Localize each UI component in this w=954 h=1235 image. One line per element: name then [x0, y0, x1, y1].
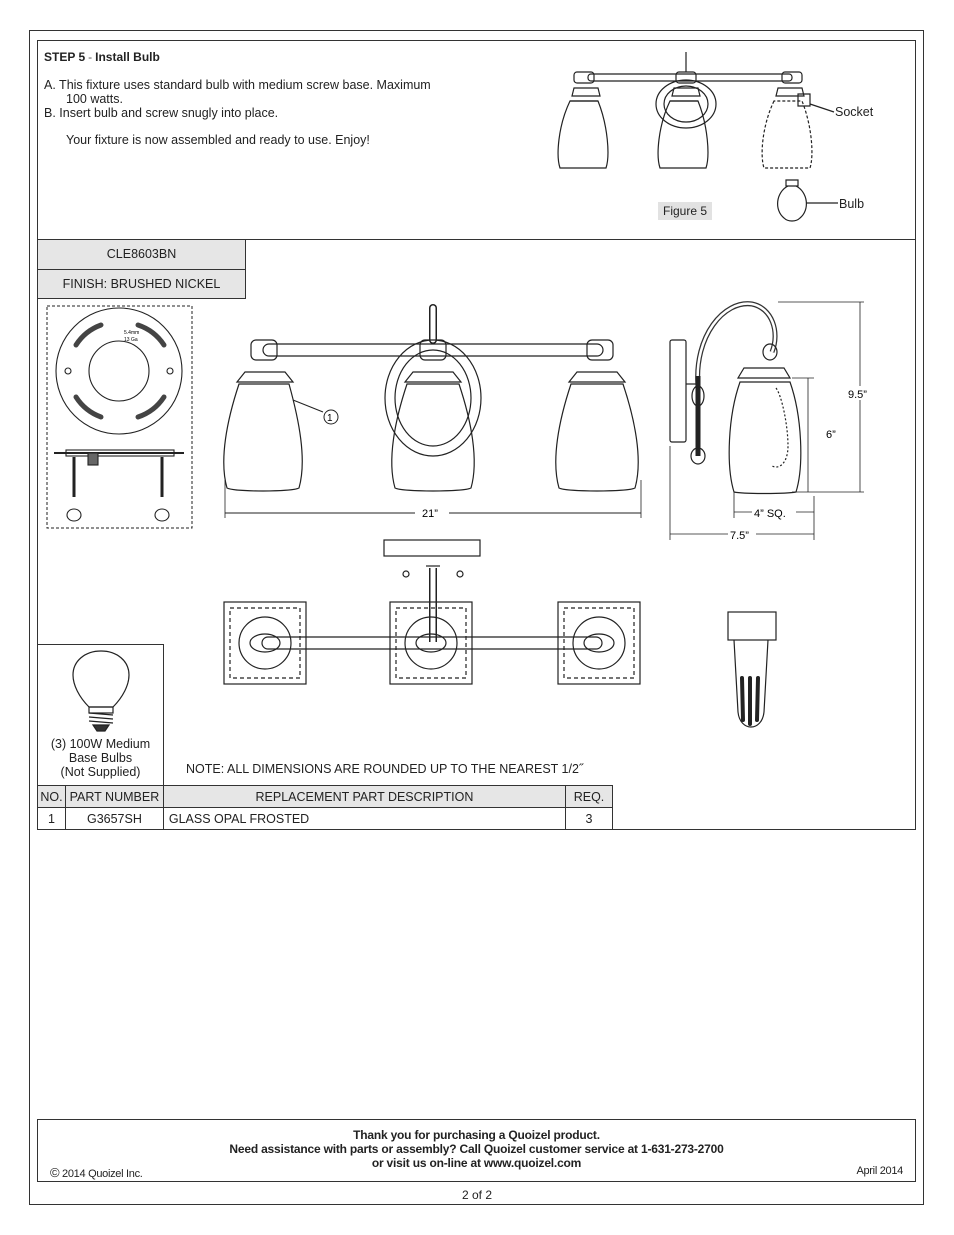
shade-right — [762, 88, 812, 168]
top-cup-left — [224, 602, 306, 684]
instruction-a: A. This fixture uses standard bulb with medium screw base. Maximum — [44, 78, 431, 92]
top-view — [218, 538, 646, 690]
side-shade — [729, 382, 801, 494]
front-elevation — [215, 300, 655, 525]
shade-left — [558, 88, 608, 168]
step-title: Install Bulb — [95, 50, 160, 64]
mounting-bracket-detail — [46, 305, 193, 529]
glass-part-illustration — [722, 608, 782, 738]
bracket-mark-2: 13 Ga — [124, 337, 138, 343]
table-header-row — [38, 786, 613, 808]
copyright — [50, 1165, 143, 1180]
footer-message — [38, 1128, 915, 1170]
backplate-dimension: 4” SQ. — [754, 508, 786, 520]
finish-label: FINISH: BRUSHED NICKEL — [62, 277, 221, 291]
height-dimension: 9.5” — [848, 389, 867, 401]
extension-dimension: 7.5” — [730, 530, 749, 542]
front-shade-right — [556, 372, 638, 491]
socket-label: Socket — [835, 105, 874, 119]
bracket-mark-1: 5.4mm — [124, 330, 140, 336]
bulb-line-1: (3) 100W Medium — [50, 737, 151, 751]
step-heading — [44, 50, 160, 64]
front-shade-center — [392, 372, 474, 491]
side-backplate — [670, 340, 686, 442]
width-dimension: 21” — [422, 508, 438, 520]
header-no: NO. — [38, 786, 66, 808]
closing-text: Your fixture is now assembled and ready to use. Enjoy! — [66, 133, 370, 147]
front-backplate — [385, 340, 481, 456]
model-box — [37, 239, 246, 299]
step-dash: - — [88, 50, 93, 64]
socket-leader — [810, 104, 834, 112]
copyright-text: 2014 Quoizel Inc. — [62, 1168, 143, 1180]
copyright-icon: © — [50, 1165, 60, 1180]
side-arm — [698, 304, 775, 386]
footer-line-3: or visit us on-line at www.quoizel.com — [371, 1156, 582, 1170]
footer-line-1: Thank you for purchasing a Quoizel product. — [353, 1128, 600, 1142]
cell-req: 3 — [566, 808, 613, 830]
footer-line-2: Need assistance with parts or assembly? Call Quoizel customer service at 1-631-273-2700 — [229, 1142, 724, 1156]
bulb-line-2: Base Bulbs — [68, 751, 133, 765]
side-elevation — [664, 296, 876, 544]
header-req: REQ. — [566, 786, 613, 808]
bulb — [778, 180, 807, 221]
footer-box — [37, 1119, 916, 1182]
figure-label: Figure 5 — [658, 202, 712, 220]
cell-description: GLASS OPAL FROSTED — [163, 808, 565, 830]
parts-table — [37, 785, 613, 830]
cell-part-number: G3657SH — [65, 808, 163, 830]
step-label: STEP 5 — [44, 50, 86, 64]
bulb-label: Bulb — [839, 197, 865, 211]
bulb-line-3: (Not Supplied) — [60, 765, 141, 779]
light-bulb-icon — [71, 649, 131, 733]
part-callout: 1 — [327, 413, 333, 424]
page-number: 2 of 2 — [461, 1188, 493, 1202]
instruction-a-cont: 100 watts. — [66, 92, 123, 106]
cell-no: 1 — [38, 808, 66, 830]
header-part-number: PART NUMBER — [65, 786, 163, 808]
top-cup-right — [558, 602, 640, 684]
callout-leader — [293, 400, 323, 412]
bulb-description — [38, 737, 163, 779]
front-shade-left — [224, 372, 302, 491]
revision-date: April 2014 — [856, 1165, 903, 1177]
bulb-box — [37, 644, 164, 786]
backplate-ring — [656, 80, 716, 128]
table-row — [38, 808, 613, 830]
bracket-plate — [56, 308, 182, 434]
shade-dimension: 6” — [826, 429, 836, 441]
model-number: CLE8603BN — [38, 240, 245, 270]
header-description: REPLACEMENT PART DESCRIPTION — [163, 786, 565, 808]
figure5-illustration — [548, 46, 888, 226]
top-view-plate — [384, 540, 480, 556]
instruction-b: B. Insert bulb and screw snugly into place. — [44, 106, 279, 120]
dimensions-note: NOTE: ALL DIMENSIONS ARE ROUNDED UP TO THE NEAREST 1/2˝ — [186, 762, 584, 776]
